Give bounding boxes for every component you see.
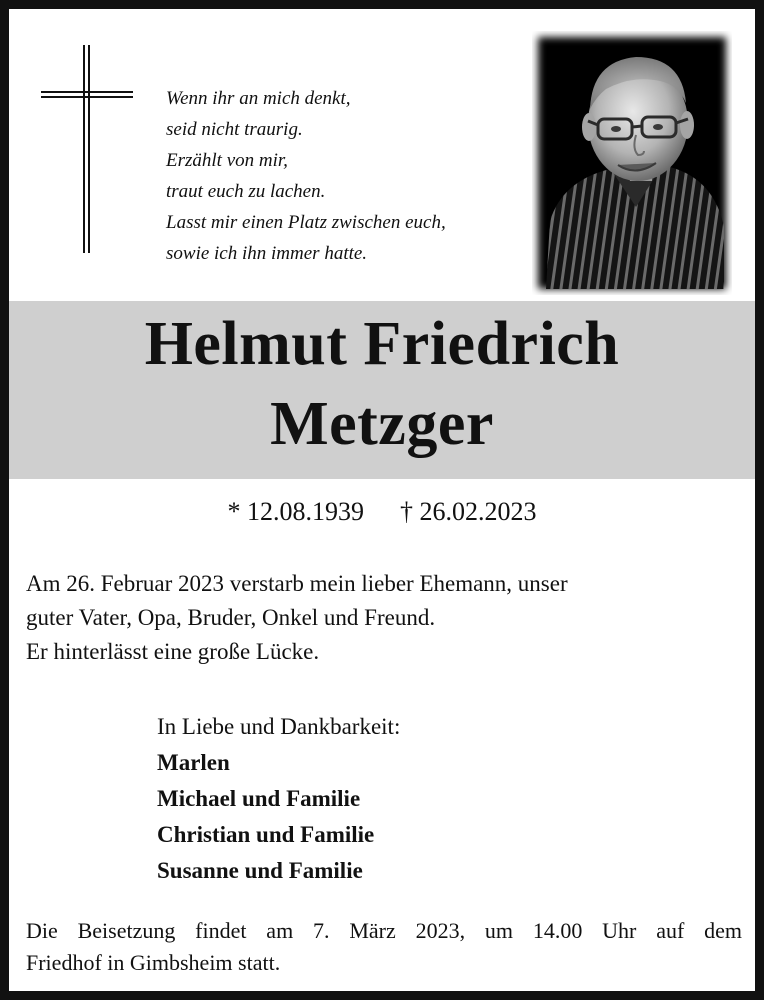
life-dates <box>9 497 755 527</box>
funeral-details <box>26 915 742 979</box>
mourner-name: Michael und Familie <box>157 786 361 811</box>
announcement-line: guter Vater, Opa, Bruder, Onkel und Freund. <box>26 605 436 630</box>
funeral-line: Friedhof in Gimbsheim statt. <box>26 950 281 975</box>
funeral-line: Die Beisetzung findet am 7. März 2023, um 14.00 Uhr auf dem <box>26 918 742 943</box>
birth-date: * 12.08.1939 <box>227 497 364 526</box>
death-date: † 26.02.2023 <box>400 497 537 526</box>
surname: Metzger <box>270 390 494 458</box>
mourners-signoff <box>157 709 400 889</box>
portrait-photo <box>532 31 732 295</box>
announcement-text <box>26 567 742 669</box>
announcement-line: Er hinterlässt eine große Lücke. <box>26 639 320 664</box>
poem-line: Wenn ihr an mich denkt, <box>166 88 351 109</box>
poem-line: seid nicht traurig. <box>166 119 303 140</box>
first-names: Helmut Friedrich <box>144 310 620 378</box>
poem-line: sowie ich ihn immer hatte. <box>166 243 368 264</box>
signoff-intro: In Liebe und Dankbarkeit: <box>157 714 401 739</box>
poem <box>166 83 526 269</box>
poem-line: traut euch zu lachen. <box>166 181 326 202</box>
cross-icon <box>41 45 133 253</box>
mourner-name: Christian und Familie <box>157 822 375 847</box>
mourner-name: Susanne und Familie <box>157 858 363 883</box>
announcement-line: Am 26. Februar 2023 verstarb mein lieber Ehemann, unser <box>26 571 568 596</box>
poem-line: Lasst mir einen Platz zwischen euch, <box>166 212 446 233</box>
poem-line: Erzählt von mir, <box>166 150 288 171</box>
name-banner <box>9 301 755 479</box>
mourner-name: Marlen <box>157 750 230 775</box>
